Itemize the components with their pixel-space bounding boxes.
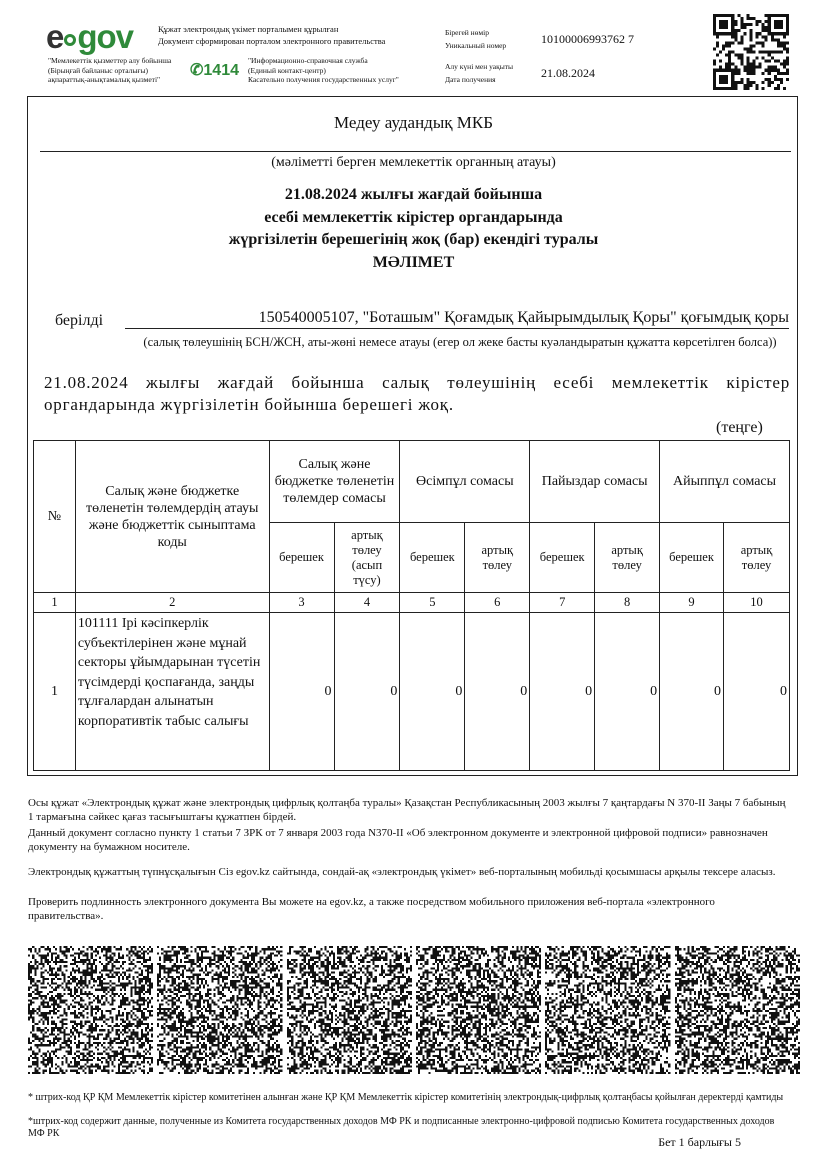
divider bbox=[40, 151, 791, 152]
row-value: 0 bbox=[334, 613, 400, 771]
logo-ring-icon bbox=[64, 34, 76, 46]
header-interest: Пайыздар сомасы bbox=[530, 441, 660, 523]
row-value: 0 bbox=[530, 613, 595, 771]
egov-logo: e gov bbox=[46, 18, 134, 55]
col-num: 10 bbox=[724, 593, 790, 613]
issued-to-value: 150540005107, "Боташым" Қоғамдық Қайырымдылық Қоры" қоғымдық қоры bbox=[125, 309, 789, 329]
qr-code bbox=[713, 14, 789, 90]
row-value: 0 bbox=[465, 613, 530, 771]
verify-text-ru: Проверить подлинность электронного документа Вы можете на egov.kz, а также посредством мобильного приложения веб-портала «электронного правительства». bbox=[28, 896, 715, 922]
barcode-note-kz: * штрих-код ҚР ҚМ Мемлекеттік кірістер комитетінен алынған және ҚР ҚМ Мемлекеттік кірістер комитетінің электрондық-цифрлық қолтаңбасы қойылған деректерді қамтиды bbox=[28, 1092, 784, 1103]
row-value: 0 bbox=[660, 613, 724, 771]
table-row bbox=[34, 613, 790, 771]
currency-label: (теңге) bbox=[716, 419, 763, 436]
header-name: Салық және бюджетке төленетін төлемдердің атауы және бюджеттік сыныптама коды bbox=[75, 441, 269, 593]
column-number-row bbox=[34, 593, 790, 613]
header-penalty: Өсімпұл сомасы bbox=[400, 441, 530, 523]
row-no: 1 bbox=[34, 613, 76, 771]
issued-to-label: берілді bbox=[55, 312, 104, 329]
table-header-row bbox=[34, 441, 790, 523]
sub-debt: берешек bbox=[269, 523, 334, 593]
sub-debt: берешек bbox=[530, 523, 595, 593]
col-num: 7 bbox=[530, 593, 595, 613]
org-name: Медеу аудандық МКБ bbox=[334, 113, 493, 132]
barcode-image bbox=[416, 946, 541, 1074]
row-value: 0 bbox=[400, 613, 465, 771]
barcode-image bbox=[545, 946, 670, 1074]
sub-debt: берешек bbox=[660, 523, 724, 593]
col-num: 1 bbox=[34, 593, 76, 613]
unique-number-label: Бірегей нөмір Уникальный номер bbox=[445, 28, 507, 50]
header-fine: Айыппұл сомасы bbox=[660, 441, 790, 523]
sub-overpayment: артық төлеу bbox=[724, 523, 790, 593]
col-num: 6 bbox=[465, 593, 530, 613]
debt-table bbox=[33, 440, 790, 771]
legal-text-kz: Осы құжат «Электрондық құжат және электрондық цифрлық қолтаңба туралы» Қазақстан Республикасының 2003 жылғы 7 қаңтардағы N 370-II Заңы 7 бабының 1 тармағына сәйкес қағаз тасығыштағы құжатпен бірдей. bbox=[28, 797, 786, 823]
sub-overpayment: артық төлеу bbox=[465, 523, 530, 593]
col-num: 2 bbox=[75, 593, 269, 613]
date-label: Алу күні мен уақыты Дата получения bbox=[445, 62, 514, 84]
unique-number-value: 10100006993762 7 bbox=[541, 32, 634, 46]
header-no: № bbox=[34, 441, 76, 593]
row-value: 0 bbox=[269, 613, 334, 771]
verify-text-kz: Электрондық құжаттың түпнұсқалығын Сіз egov.kz сайтында, сондай-ақ «электрондық үкімет» веб-порталының мобильді қосымшасы арқылы тексере аласыз. bbox=[28, 866, 776, 878]
portal-text: Құжат электрондық үкімет порталымен құрылған Документ сформирован порталом электронного правительства bbox=[158, 24, 386, 46]
date-value: 21.08.2024 bbox=[541, 66, 595, 80]
issued-to-note: (салық төлеушінің БСН/ЖСН, аты-жөні немесе атауы (егер ол жеке басты куәландыратын құжатта көрсетілген болса)) bbox=[143, 335, 777, 349]
barcode-image bbox=[287, 946, 412, 1074]
sub-overpayment: артық төлеу (асып түсу) bbox=[334, 523, 400, 593]
contact-center-kz: "Мемлекеттік қызметтер алу бойынша (Бірыңғай байланыс орталығы) ақпараттық-анықтамалық қызметі" bbox=[48, 56, 172, 84]
barcode-image bbox=[28, 946, 153, 1074]
page-number: Бет 1 барлығы 5 bbox=[658, 1135, 741, 1149]
barcode-image bbox=[675, 946, 800, 1074]
barcode-image bbox=[157, 946, 282, 1074]
contact-center-ru: "Информационно-справочная служба (Единый контакт-центр) Касательно получения государственных услуг" bbox=[248, 56, 399, 84]
org-note: (мәліметті берген мемлекеттік органның атауы) bbox=[271, 155, 556, 170]
row-value: 0 bbox=[595, 613, 660, 771]
header-tax: Салық және бюджетке төленетін төлемдер сомасы bbox=[269, 441, 400, 523]
barcode-strip bbox=[28, 946, 800, 1074]
col-num: 8 bbox=[595, 593, 660, 613]
col-num: 5 bbox=[400, 593, 465, 613]
col-num: 3 bbox=[269, 593, 334, 613]
phone-icon: ✆ bbox=[190, 62, 204, 79]
sub-debt: берешек bbox=[400, 523, 465, 593]
row-value: 0 bbox=[724, 613, 790, 771]
statement: 21.08.2024 жылғы жағдай бойынша салық төлеушінің есебі мемлекеттік кірістер органдарында жүргізілетін бойынша берешегі жоқ. bbox=[44, 373, 790, 414]
legal-text-ru: Данный документ согласно пункту 1 статьи 7 ЗРК от 7 января 2003 года N370-II «Об электронном документе и электронной цифровой подписи» равнозначен документу на бумажном носителе. bbox=[28, 827, 768, 853]
col-num: 4 bbox=[334, 593, 400, 613]
col-num: 9 bbox=[660, 593, 724, 613]
phone-number: ✆1414 bbox=[190, 62, 239, 79]
row-name: 101111 Ірі кәсіпкерлік субъектілерінен және мұнай секторы ұйымдарынан түсетін түсімдерді қоспағанда, заңды тұлғалардан алынатын корпоративтік табыс салығы bbox=[75, 613, 269, 771]
barcode-note-ru: *штрих-код содержит данные, полученные из Комитета государственных доходов МФ РК и подписанные электронно-цифровой подписью Комитета государственных доходов МФ РК bbox=[28, 1116, 775, 1139]
document-title: 21.08.2024 жылғы жағдай бойынша есебі мемлекеттік кірістер органдарында жүргізілетін берешегінің жоқ (бар) екендігі туралы МӘЛІМЕТ bbox=[228, 186, 599, 271]
sub-overpayment: артық төлеу bbox=[595, 523, 660, 593]
